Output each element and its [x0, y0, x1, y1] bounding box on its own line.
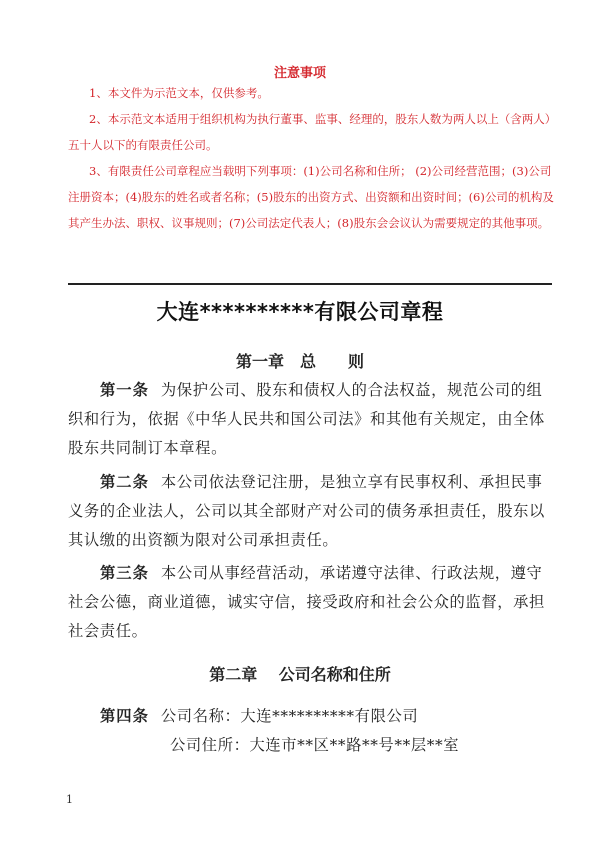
article-1: [68, 376, 550, 463]
chapter-2-heading: 第二章 公司名称和住所: [209, 665, 391, 684]
article-3: [68, 559, 550, 646]
page-number: 1: [66, 793, 73, 806]
article-4: [100, 702, 418, 731]
article-4-text: 公司名称：大连**********有限公司: [160, 707, 419, 725]
article-2-text: 本公司依法登记注册，是独立享有民事权利、承担民事义务的企业法人，公司以其全部财产对公司的债务承担责任，股东以其认缴的出资额为限对公司承担责任。: [68, 473, 545, 549]
notice-item-3-text: 3、有限责任公司章程应当载明下列事项：(1)公司名称和住所； (2)公司经营范围；(3)公司注册资本；(4)股东的姓名或者名称；(5)股东的出资方式、出资额和出资时间；(6)公司的机构及其产生办法、职权、议事规则；(7)公司法定代表人；(8)股东会会议认为需要规定的其他事项。: [68, 164, 554, 230]
notice-item-1: [68, 80, 558, 106]
notice-item-2-text: 2、本示范文本适用于组织机构为执行董事、监事、经理的，股东人数为两人以上（含两人）五十人以下的有限责任公司。: [68, 112, 557, 152]
document-title: 大连**********有限公司章程: [156, 300, 444, 324]
article-2: [68, 468, 550, 555]
section-divider: [68, 283, 552, 285]
chapter-1-heading: 第一章 总 则: [235, 352, 364, 371]
notice-item-3: [68, 158, 558, 236]
article-4-continuation: 公司住所：大连市**区**路**号**层**室: [170, 736, 460, 754]
notice-title: 注意事项: [273, 66, 326, 81]
article-3-text: 本公司从事经营活动，承诺遵守法律、行政法规，遵守社会公德，商业道德，诚实守信，接受政府和社会公众的监督，承担社会责任。: [68, 564, 545, 640]
article-1-number: 第一条: [100, 381, 149, 399]
notice-item-1-text: 1、本文件为示范文本，仅供参考。: [89, 86, 269, 100]
article-4-number: 第四条: [100, 707, 149, 725]
notice-item-2: [68, 106, 558, 158]
article-2-number: 第二条: [100, 473, 149, 491]
article-1-text: 为保护公司、股东和债权人的合法权益，规范公司的组织和行为，依据《中华人民共和国公司法》和其他有关规定，由全体股东共同制订本章程。: [68, 381, 545, 457]
article-3-number: 第三条: [100, 564, 149, 582]
